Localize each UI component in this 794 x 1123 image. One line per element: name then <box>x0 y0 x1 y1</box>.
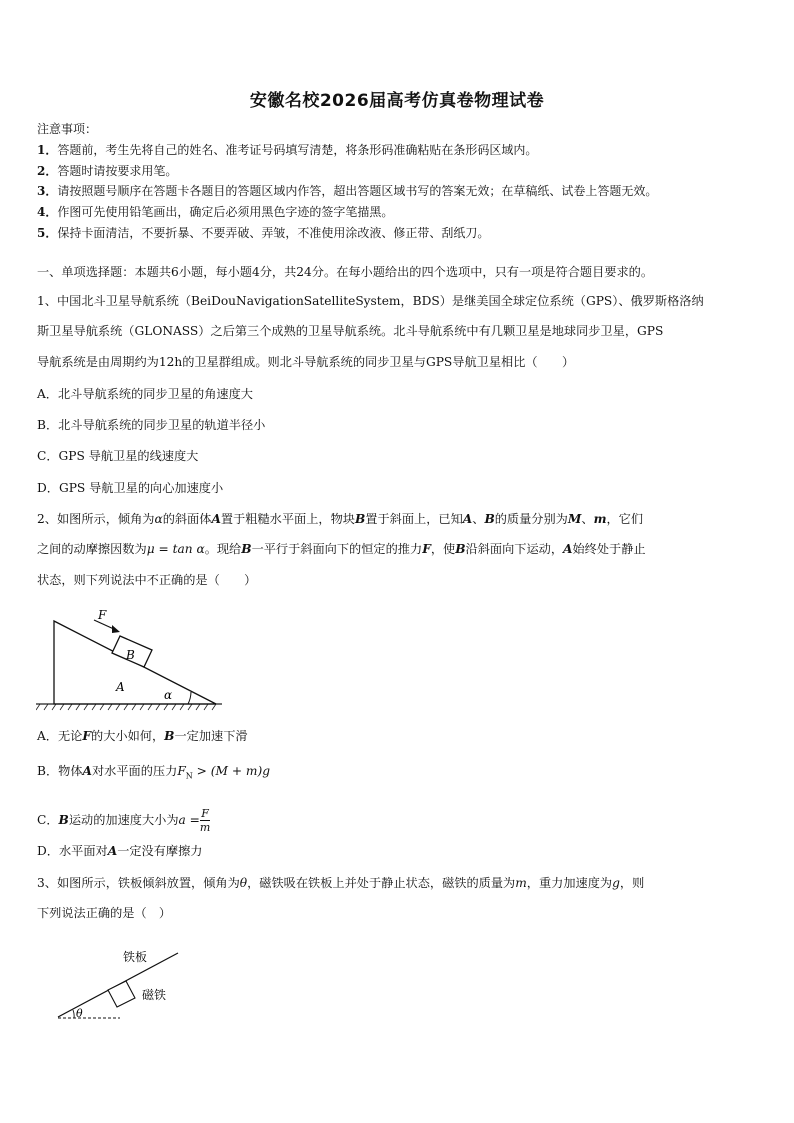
q3-stem-line1: 3、如图所示，铁板倾斜放置，倾角为θ，磁铁吸在铁板上并处于静止状态，磁铁的质量为m，重力加速度为g，则 <box>37 876 645 890</box>
notice-item-1: 1．答题前，考生先将自己的姓名、准考证号码填写清楚，将条形码准确粘贴在条形码区域内。 <box>37 143 538 157</box>
angle-label: α <box>164 688 173 702</box>
q2-option-a: A．无论F的大小如何，B一定加速下滑 <box>37 729 248 743</box>
incline-label: A <box>116 680 125 694</box>
q2-option-d: D．水平面对A一定没有摩擦力 <box>37 844 203 858</box>
q1-stem-line2: 斯卫星导航系统（GLONASS）之后第三个成熟的卫星导航系统。北斗导航系统中有几颗卫星是地球同步卫星，GPS <box>37 324 664 338</box>
q1-option-b: B．北斗导航系统的同步卫星的轨道半径小 <box>37 418 266 432</box>
q2-option-b: B．物体A对水平面的压力$F_N > (M + m)g$ <box>37 764 271 781</box>
notice-item-2: 2．答题时请按要求用笔。 <box>37 164 178 178</box>
section-heading: 一、单项选择题：本题共6小题，每小题4分，共24分。在每小题给出的四个选项中，只有一项是符合题目要求的。 <box>37 265 654 279</box>
notice-item-4: 4．作图可先使用铅笔画出，确定后必须用黑色字迹的签字笔描黑。 <box>37 205 394 219</box>
fraction: $\frac{F}{m}$ <box>199 807 211 834</box>
page-title: 安徽名校2026届高考仿真卷物理试卷 <box>249 91 545 111</box>
q1-option-a: A．北斗导航系统的同步卫星的角速度大 <box>37 387 253 401</box>
q3-stem-line2: 下列说法正确的是（ ） <box>37 906 172 920</box>
notice-heading: 注意事项： <box>37 122 98 136</box>
angle-arc <box>73 1010 74 1018</box>
q2-option-c: C．B运动的加速度大小为a = $\frac{F}{m}$ <box>37 807 211 834</box>
ground-hatch <box>36 704 222 710</box>
q2-incline-figure <box>36 603 226 715</box>
q3-plate-figure <box>50 944 190 1024</box>
q2-stem-line3: 状态，则下列说法中不正确的是（ ） <box>37 573 257 587</box>
q1-option-c: C．GPS 导航卫星的线速度大 <box>37 449 199 463</box>
angle-label: θ <box>76 1007 83 1020</box>
magnet-block <box>108 981 135 1007</box>
force-arrowhead <box>112 625 120 633</box>
q1-option-d: D．GPS 导航卫星的向心加速度小 <box>37 481 224 495</box>
magnet-label: 磁铁 <box>142 988 167 1002</box>
plate-label: 铁板 <box>123 950 148 964</box>
q1-stem-line3: 导航系统是由周期约为12h的卫星群组成。则北斗导航系统的同步卫星与GPS导航卫星相比（ ） <box>37 355 575 369</box>
notice-item-5: 5．保持卡面清洁，不要折暴、不要弄破、弄皱，不准使用涂改液、修正带、刮纸刀。 <box>37 226 490 240</box>
q1-stem-line1: 1、中国北斗卫星导航系统（BeiDouNavigationSatelliteSystem，BDS）是继美国全球定位系统（GPS）、俄罗斯格洛纳 <box>37 294 704 308</box>
q2-stem-line2: 之间的动摩擦因数为μ = tan α。现给B一平行于斜面向下的恒定的推力F，使B沿斜面向下运动，A始终处于静止 <box>37 542 646 556</box>
force-label: F <box>98 608 107 622</box>
notice-item-3: 3．请按照题号顺序在答题卡各题目的答题区域内作答，超出答题区域书写的答案无效；在草稿纸、试卷上答题无效。 <box>37 184 658 198</box>
block-label: B <box>126 648 135 662</box>
angle-arc <box>188 692 191 704</box>
q2-stem-line1: 2、如图所示，倾角为α的斜面体A置于粗糙水平面上，物块B置于斜面上，已知A、B的质量分别为M、m，它们 <box>37 512 644 526</box>
